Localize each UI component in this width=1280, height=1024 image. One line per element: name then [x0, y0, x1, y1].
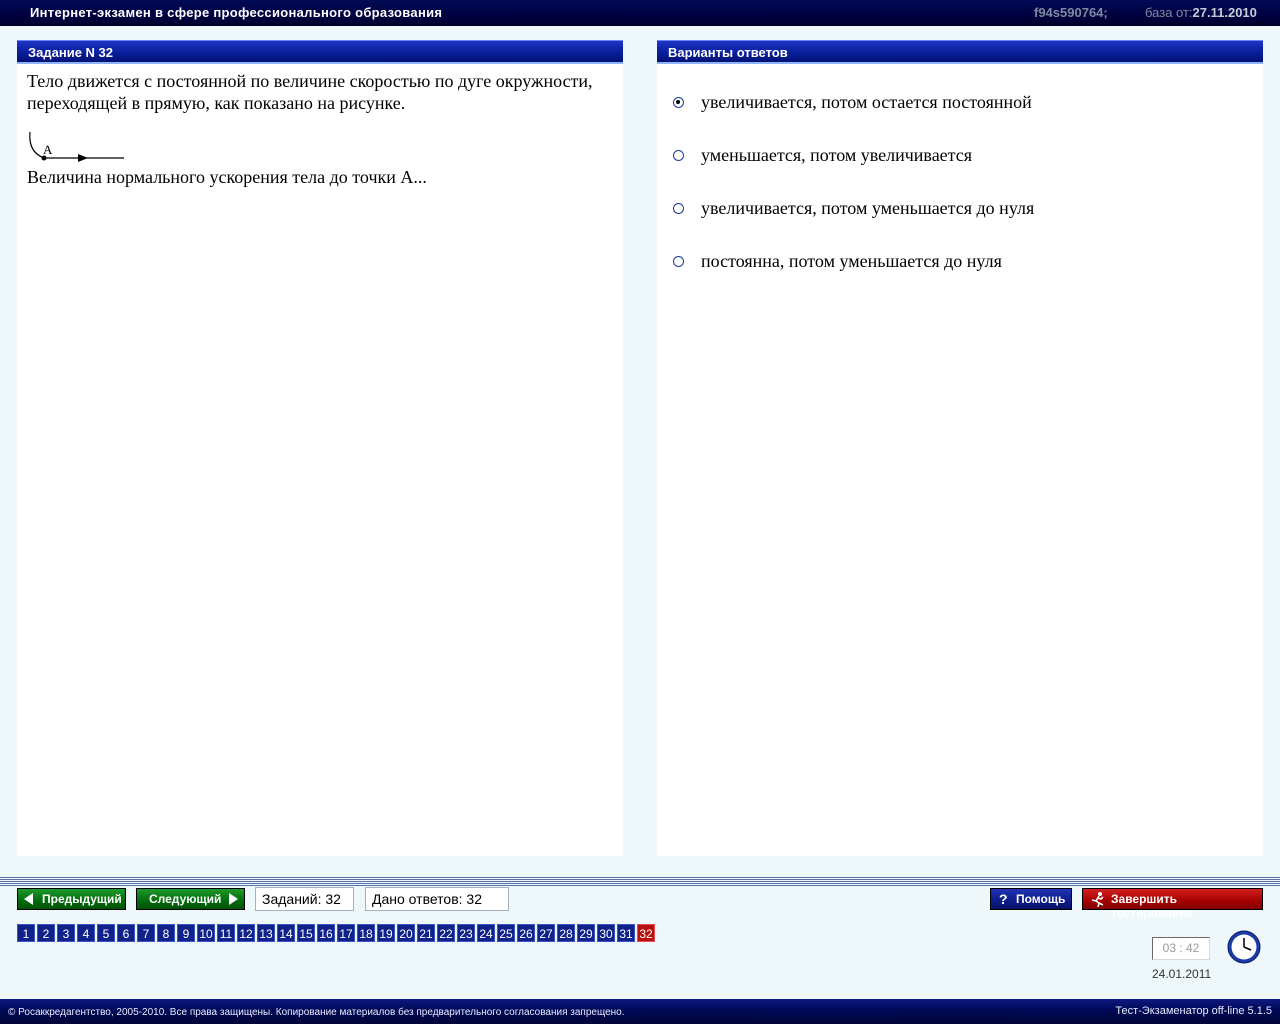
- finish-button-label: Завершить тестирование: [1111, 892, 1194, 920]
- running-man-icon: [1090, 891, 1106, 907]
- answer-option-label: увеличивается, потом остается постоянной: [701, 92, 1032, 112]
- task-number-button[interactable]: 10: [197, 924, 215, 942]
- task-number-button[interactable]: 6: [117, 924, 135, 942]
- task-number-button[interactable]: 2: [37, 924, 55, 942]
- task-number-button[interactable]: 29: [577, 924, 595, 942]
- task-number-button[interactable]: 25: [497, 924, 515, 942]
- arrow-left-icon: [24, 893, 33, 905]
- direction-arrow-icon: [78, 154, 88, 162]
- task-number-button[interactable]: 7: [137, 924, 155, 942]
- task-number-button[interactable]: 30: [597, 924, 615, 942]
- task-number-button[interactable]: 16: [317, 924, 335, 942]
- task-number-button[interactable]: 32: [637, 924, 655, 942]
- answers-heading: Варианты ответов: [657, 40, 1263, 64]
- task-number-button[interactable]: 20: [397, 924, 415, 942]
- arc-path: [30, 132, 44, 158]
- task-number-button[interactable]: 13: [257, 924, 275, 942]
- answer-option-label: постоянна, потом уменьшается до нуля: [701, 251, 1002, 271]
- arrow-right-icon: [229, 893, 238, 905]
- task-heading: Задание N 32: [17, 40, 623, 64]
- radio-button[interactable]: [673, 97, 684, 108]
- task-number-button[interactable]: 12: [237, 924, 255, 942]
- question-text: Тело движется с постоянной по величине скоростью по дуге окружности, переходящей в прямую, как показано на рисунке.: [27, 71, 593, 113]
- task-number-button[interactable]: 15: [297, 924, 315, 942]
- base-date: [1145, 5, 1257, 20]
- version-text: Тест-Экзаменатор off-line 5.1.5: [1115, 1005, 1272, 1017]
- next-button[interactable]: [136, 888, 245, 910]
- task-number-button[interactable]: 5: [97, 924, 115, 942]
- task-number-button[interactable]: 14: [277, 924, 295, 942]
- answers-panel: [657, 40, 1263, 856]
- task-number-button[interactable]: 9: [177, 924, 195, 942]
- finish-button[interactable]: [1082, 888, 1263, 920]
- task-number-button[interactable]: 11: [217, 924, 235, 942]
- point-a-label: A: [43, 142, 53, 157]
- clock-icon: [1226, 929, 1262, 965]
- base-date-value: 27.11.2010: [1192, 5, 1257, 20]
- task-panel: [17, 40, 623, 856]
- footer: [0, 999, 1280, 1024]
- help-button-label: Помощь: [1016, 892, 1066, 906]
- answers-count: Дано ответов: 32: [365, 887, 509, 911]
- prev-button[interactable]: [17, 888, 126, 910]
- task-number-button[interactable]: 24: [477, 924, 495, 942]
- help-button[interactable]: [990, 888, 1072, 910]
- task-number-button[interactable]: 31: [617, 924, 635, 942]
- task-number-button[interactable]: 28: [557, 924, 575, 942]
- next-button-label: Следующий: [149, 892, 222, 906]
- task-number-button[interactable]: 1: [17, 924, 35, 942]
- prev-button-label: Предыдущий: [42, 892, 122, 906]
- task-number-button[interactable]: 18: [357, 924, 375, 942]
- task-number-button[interactable]: 3: [57, 924, 75, 942]
- task-number-button[interactable]: 27: [537, 924, 555, 942]
- timer-display: 03 : 42: [1152, 937, 1210, 960]
- current-date: 24.01.2011: [1152, 967, 1212, 981]
- task-number-button[interactable]: 26: [517, 924, 535, 942]
- task-number-button[interactable]: 8: [157, 924, 175, 942]
- task-number-button[interactable]: 4: [77, 924, 95, 942]
- copyright-text: © Росаккредагентство, 2005-2010. Все права защищены. Копирование материалов без предварительного согласования запрещено.: [8, 1007, 625, 1018]
- answer-option-label: увеличивается, потом уменьшается до нуля: [701, 198, 1035, 218]
- base-date-label: база от:: [1145, 5, 1193, 20]
- trajectory-figure: [26, 130, 136, 166]
- tasks-count: Заданий: 32: [255, 887, 354, 911]
- task-number-button[interactable]: 21: [417, 924, 435, 942]
- radio-button[interactable]: [673, 150, 684, 161]
- answer-option-label: уменьшается, потом увеличивается: [701, 145, 973, 165]
- task-number-button[interactable]: 22: [437, 924, 455, 942]
- toolbar-divider: [0, 877, 1280, 887]
- app-title: Интернет-экзамен в сфере профессионального образования: [30, 5, 443, 20]
- task-number-button[interactable]: 17: [337, 924, 355, 942]
- title-bar: [0, 0, 1280, 26]
- question-tail: Величина нормального ускорения тела до точки А...: [27, 167, 427, 187]
- radio-button[interactable]: [673, 203, 684, 214]
- question-icon: ?: [999, 891, 1008, 907]
- session-code: f94s590764;: [1034, 5, 1108, 20]
- task-number-button[interactable]: 23: [457, 924, 475, 942]
- radio-button[interactable]: [673, 256, 684, 267]
- task-number-button[interactable]: 19: [377, 924, 395, 942]
